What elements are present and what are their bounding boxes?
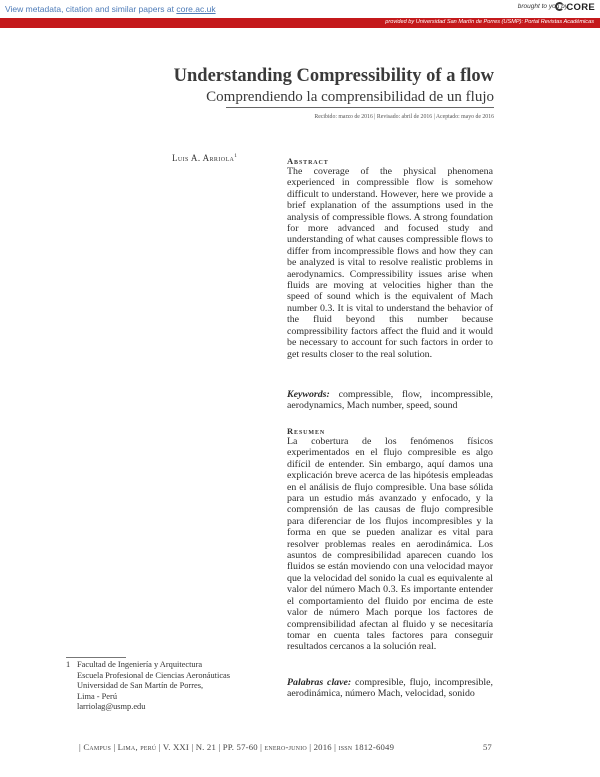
article-subtitle: Comprendiendo la comprensibilidad de un flujo (206, 89, 494, 105)
provided-by-prefix: provided by (385, 19, 416, 25)
core-metadata-link[interactable] (5, 4, 216, 14)
footer-number: N. 21 (195, 742, 216, 752)
footnote-line: Escuela Profesional de Ciencias Aeronáuticas (77, 670, 231, 680)
footer-issn: issn 1812-6049 (338, 742, 395, 752)
brought-to-you-text: brought to you by (517, 3, 568, 10)
core-domain-link[interactable]: core.ac.uk (176, 4, 216, 14)
core-logo[interactable] (555, 2, 595, 13)
core-logo-icon (555, 2, 564, 11)
footer-location: Lima, perú (117, 742, 157, 752)
resumen-text: La cobertura de los fenómenos físicos experimentados en el flujo compresible es algo difícil de entender. Sin embargo, aquí damos una explicación breve acerca de las hipótesis empleadas en el análisis de flujo compresible. Una base sólida para un estudio más avanzado y enfocado, y la comprensión de las causas de flujo compresible para diferenciar de los flujos incompresibles y la forma en que se pueden analizar es vital para resolver problemas reales en aerodinámica. Los asuntos de compresibilidad aparecen cuando los fluidos se están moviendo con una velocidad mayor que la velocidad del sonido la cual es equivalente al valor del número Mach 0.3. Es importante entender el comportamiento del fluido por encima de este valor de número Mach porque los factores de comprensibilidad afectan al fluido y se necesitaría tomar en cuenta tales factores para conseguir resultados cercanos a la solución real. (287, 436, 493, 653)
palabras-clave-label: Palabras clave: (287, 677, 352, 688)
author-name (172, 153, 237, 163)
keywords-section (287, 389, 493, 412)
provided-by-bar (0, 18, 600, 28)
title-rule (226, 107, 494, 108)
author-name-text: Luis A. Arriola (172, 153, 235, 163)
footer-period: enero-junio (264, 742, 307, 752)
footnote-line: Facultad de Ingeniería y Arquitectura (77, 660, 203, 669)
keywords-text: compressible, flow, incompressible, aerodynamics, Mach number, speed, sound (287, 389, 493, 412)
abstract-heading: Abstract (287, 156, 329, 166)
article-title: Understanding Compressibility of a flow (173, 66, 494, 86)
resumen-heading: Resumen (287, 426, 326, 436)
footnote-rule (66, 657, 126, 658)
journal-footer: | Campus | Lima, perú | V. XXI | N. 21 | PP. 57-60 | enero-junio | 2016 | issn 1812-6049 (79, 742, 395, 752)
footnote-number: 1 (66, 660, 71, 669)
abstract-section (287, 156, 493, 360)
author-affiliation-mark: 1 (234, 153, 238, 159)
page-number: 57 (483, 742, 492, 752)
core-logo-text: CORE (566, 2, 595, 13)
footer-journal: Campus (83, 742, 111, 752)
keywords-label: Keywords: (287, 389, 330, 400)
footer-pages: PP. 57-60 (222, 742, 258, 752)
provided-by-text[interactable] (385, 19, 594, 25)
footnote-email: larriolag@usmp.edu (77, 702, 146, 712)
abstract-text: The coverage of the physical phenomena experienced in compressible flow is somehow difficult to understand. However, here we provide a brief explanation of the assumptions used in the analysis of compressible flows. A strong foundation for more advanced and focused study and understanding of what causes compressible flows to differ from incompressible flows and how they can be analyzed is vital to resolve realistic problems in aerodynamics. Compressibility issues arise when fluids are moving at velocities higher than the speed of sound which is the equivalent of Mach number 0.3. It is vital to understand the behavior of the fluid beyond this number because compressibility factors affect the fluid and it would be necessary to account for such factors in order to get results closer to the real solution. (287, 166, 493, 360)
received-dates: Recibido: marzo de 2016 | Revisado: abril de 2016 | Aceptado: mayo de 2016 (314, 114, 494, 120)
footnote-line: Universidad de San Martín de Porres, (77, 681, 204, 691)
palabras-clave-section (287, 677, 493, 700)
footer-year: 2016 (313, 742, 332, 752)
footnote-line: Lima - Perú (77, 691, 118, 701)
footer-volume: V. XXI (162, 742, 189, 752)
provided-by-source: Universidad San Martín de Porres (USMP): Portal Revistas Académicas (415, 19, 594, 25)
core-metadata-text: View metadata, citation and similar papers at (5, 4, 177, 14)
palabras-clave-text: compresible, flujo, incompresible, aerodinámica, número Mach, velocidad, sonido (287, 677, 493, 700)
core-top-bar (0, 0, 600, 18)
footnote (66, 660, 230, 713)
resumen-section (287, 426, 493, 653)
